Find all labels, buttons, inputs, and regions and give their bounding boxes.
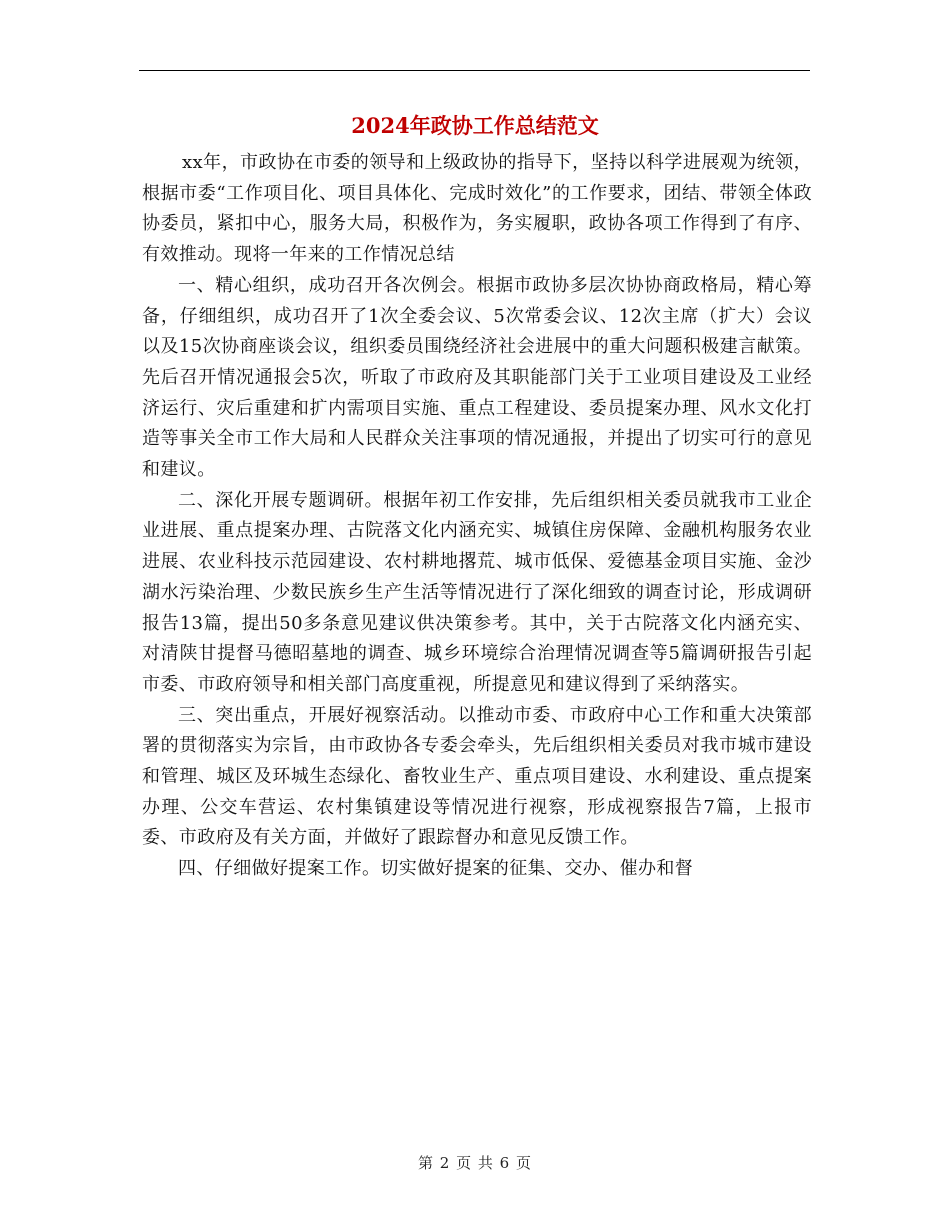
page-number-footer: 第 2 页 共 6 页 [418,1154,532,1172]
paragraph-section-4: 四、仔细做好提案工作。切实做好提案的征集、交办、催办和督 [178,858,694,880]
paragraph-section-1: 一、精心组织，成功召开各次例会。根据市政协多层次协协商政格局，精心筹备，仔细组织，成功召开了1次全委会议、5次常委会议、12次主席（扩大）会议以及15次协商座谈会议，组织委员围绕经济社会进展中的重大问题积极建言献策。先后召开情况通报会5次，听取了市政府及其职能部门关于工业项目建设及工业经济运行、灾后重建和扩内需项目实施、重点工程建设、委员提案办理、风水文化打造等事关全市工作大局和人民群众关注事项的情况通报，并提出了切实可行的意见和建议。 [142,274,812,481]
paragraph-intro: xx年，市政协在市委的领导和上级政协的指导下，坚持以科学进展观为统领，根据市委“工作项目化、项目具体化、完成时效化”的工作要求，团结、带领全体政协委员，紧扣中心，服务大局，积极作为，务实履职，政协各项工作得到了有序、有效推动。现将一年来的工作情况总结 [142,152,812,266]
document-body [142,148,812,885]
document-title: 2024年政协工作总结范文 [351,113,599,138]
paragraph-section-2: 二、深化开展专题调研。根据年初工作安排，先后组织相关委员就我市工业企业进展、重点提案办理、古院落文化内涵充实、城镇住房保障、金融机构服务农业进展、农业科技示范园建设、农村耕地撂荒、城市低保、爱德基金项目实施、金沙湖水污染治理、少数民族乡生产生活等情况进行了深化细致的调查讨论，形成调研报告13篇，提出50多条意见建议供决策参考。其中，关于古院落文化内涵充实、对清陕甘提督马德昭墓地的调查、城乡环境综合治理情况调查等5篇调研报告引起市委、市政府领导和相关部门高度重视，所提意见和建议得到了采纳落实。 [142,489,812,695]
header-rule [139,70,810,71]
paragraph-section-3: 三、突出重点，开展好视察活动。以推动市委、市政府中心工作和重大决策部署的贯彻落实为宗旨，由市政协各专委会牵头，先后组织相关委员对我市城市建设和管理、城区及环城生态绿化、畜牧业生产、重点项目建设、水利建设、重点提案办理、公交车营运、农村集镇建设等情况进行视察，形成视察报告7篇，上报市委、市政府及有关方面，并做好了跟踪督办和意见反馈工作。 [142,704,812,849]
